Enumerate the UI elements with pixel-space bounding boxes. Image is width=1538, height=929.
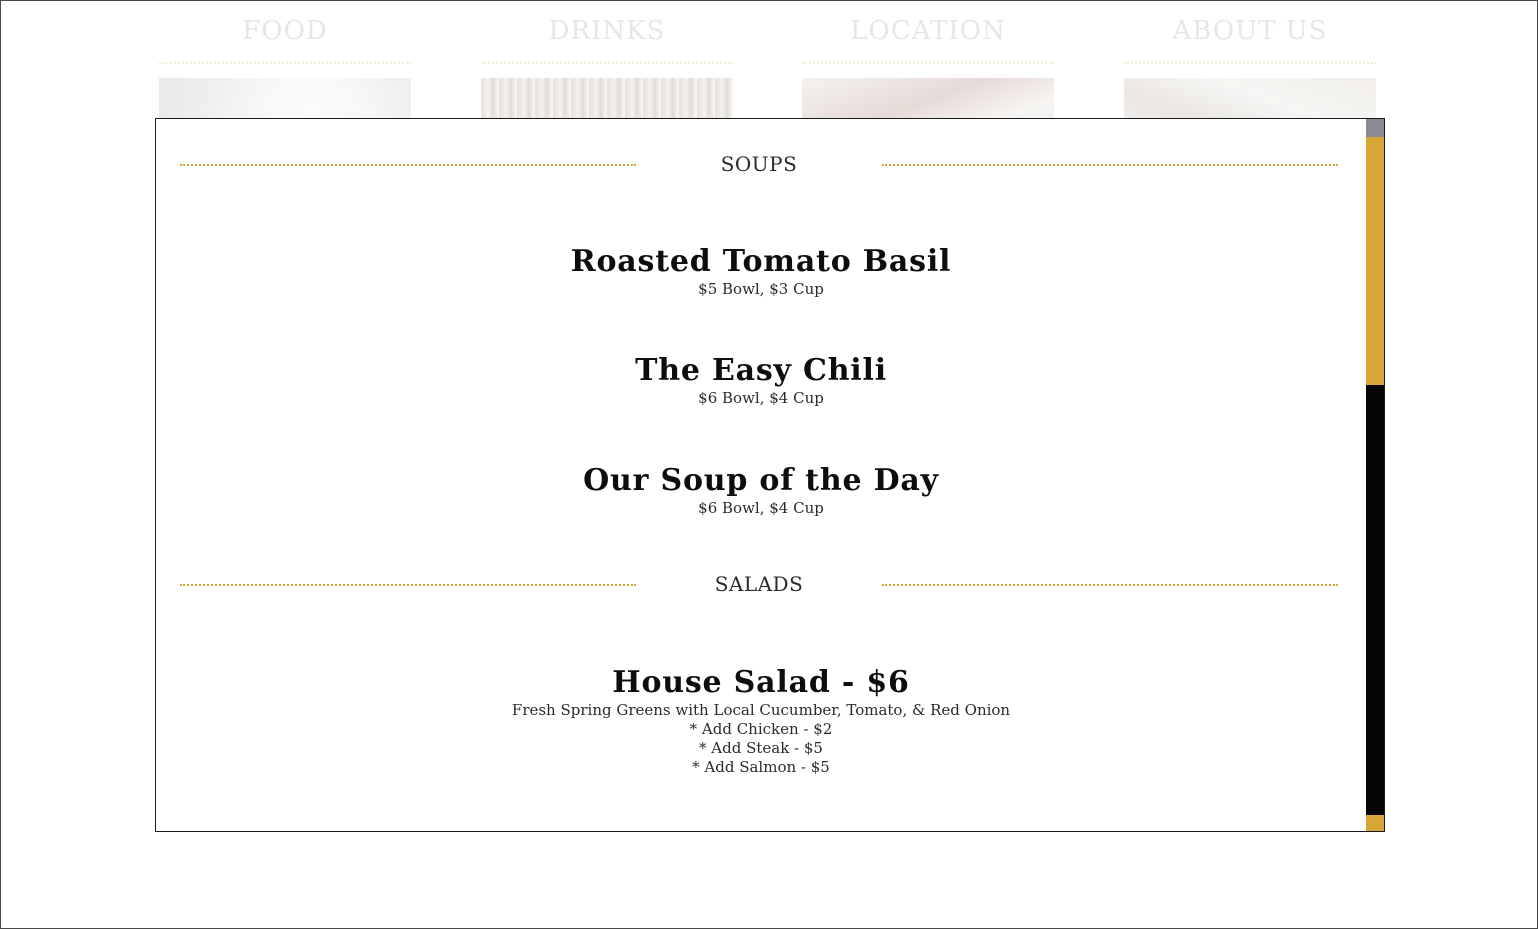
scroll-up-button[interactable] (1366, 119, 1384, 137)
menu-item-price: $6 Bowl, $4 Cup (698, 389, 824, 407)
nav-label-drinks: DRINKS (548, 16, 666, 46)
menu-item (156, 665, 1366, 777)
nav-divider (802, 62, 1054, 64)
nav-divider (159, 62, 411, 64)
scroll-track[interactable] (1366, 815, 1384, 831)
nav-divider (1124, 62, 1376, 64)
nav-divider (481, 62, 733, 64)
menu-item-price: $6 Bowl, $4 Cup (698, 499, 824, 517)
section-title-salads: SALADS (714, 572, 804, 596)
section-title-soups: SOUPS (720, 152, 798, 176)
section-header-soups (180, 149, 1338, 179)
section-header-salads (180, 569, 1338, 599)
scroll-thumb[interactable] (1366, 385, 1384, 815)
section-rule-right (882, 584, 1338, 586)
menu-item (156, 463, 1366, 518)
menu-item (156, 353, 1366, 408)
vertical-scrollbar[interactable] (1366, 119, 1384, 831)
menu-item-price: $5 Bowl, $3 Cup (698, 280, 824, 298)
menu-item-name: House Salad - $6 (612, 665, 910, 700)
menu-item-name: The Easy Chili (635, 353, 887, 388)
menu-scroll-area[interactable] (156, 119, 1366, 831)
menu-item-addon: * Add Salmon - $5 (692, 758, 830, 776)
menu-item-description: Fresh Spring Greens with Local Cucumber, Tomato, & Red Onion (511, 701, 1011, 719)
menu-item-addon: * Add Chicken - $2 (689, 720, 833, 738)
nav-label-about-us: ABOUT US (1172, 16, 1328, 46)
food-menu-modal (155, 118, 1385, 832)
menu-item-name: Roasted Tomato Basil (570, 244, 952, 279)
nav-label-food: FOOD (242, 16, 328, 46)
scroll-track[interactable] (1366, 137, 1384, 385)
nav-label-location: LOCATION (850, 16, 1006, 46)
section-rule-right (882, 164, 1338, 166)
menu-item-name: Our Soup of the Day (583, 463, 939, 498)
menu-item-addon: * Add Steak - $5 (699, 739, 823, 757)
menu-item (156, 244, 1366, 299)
